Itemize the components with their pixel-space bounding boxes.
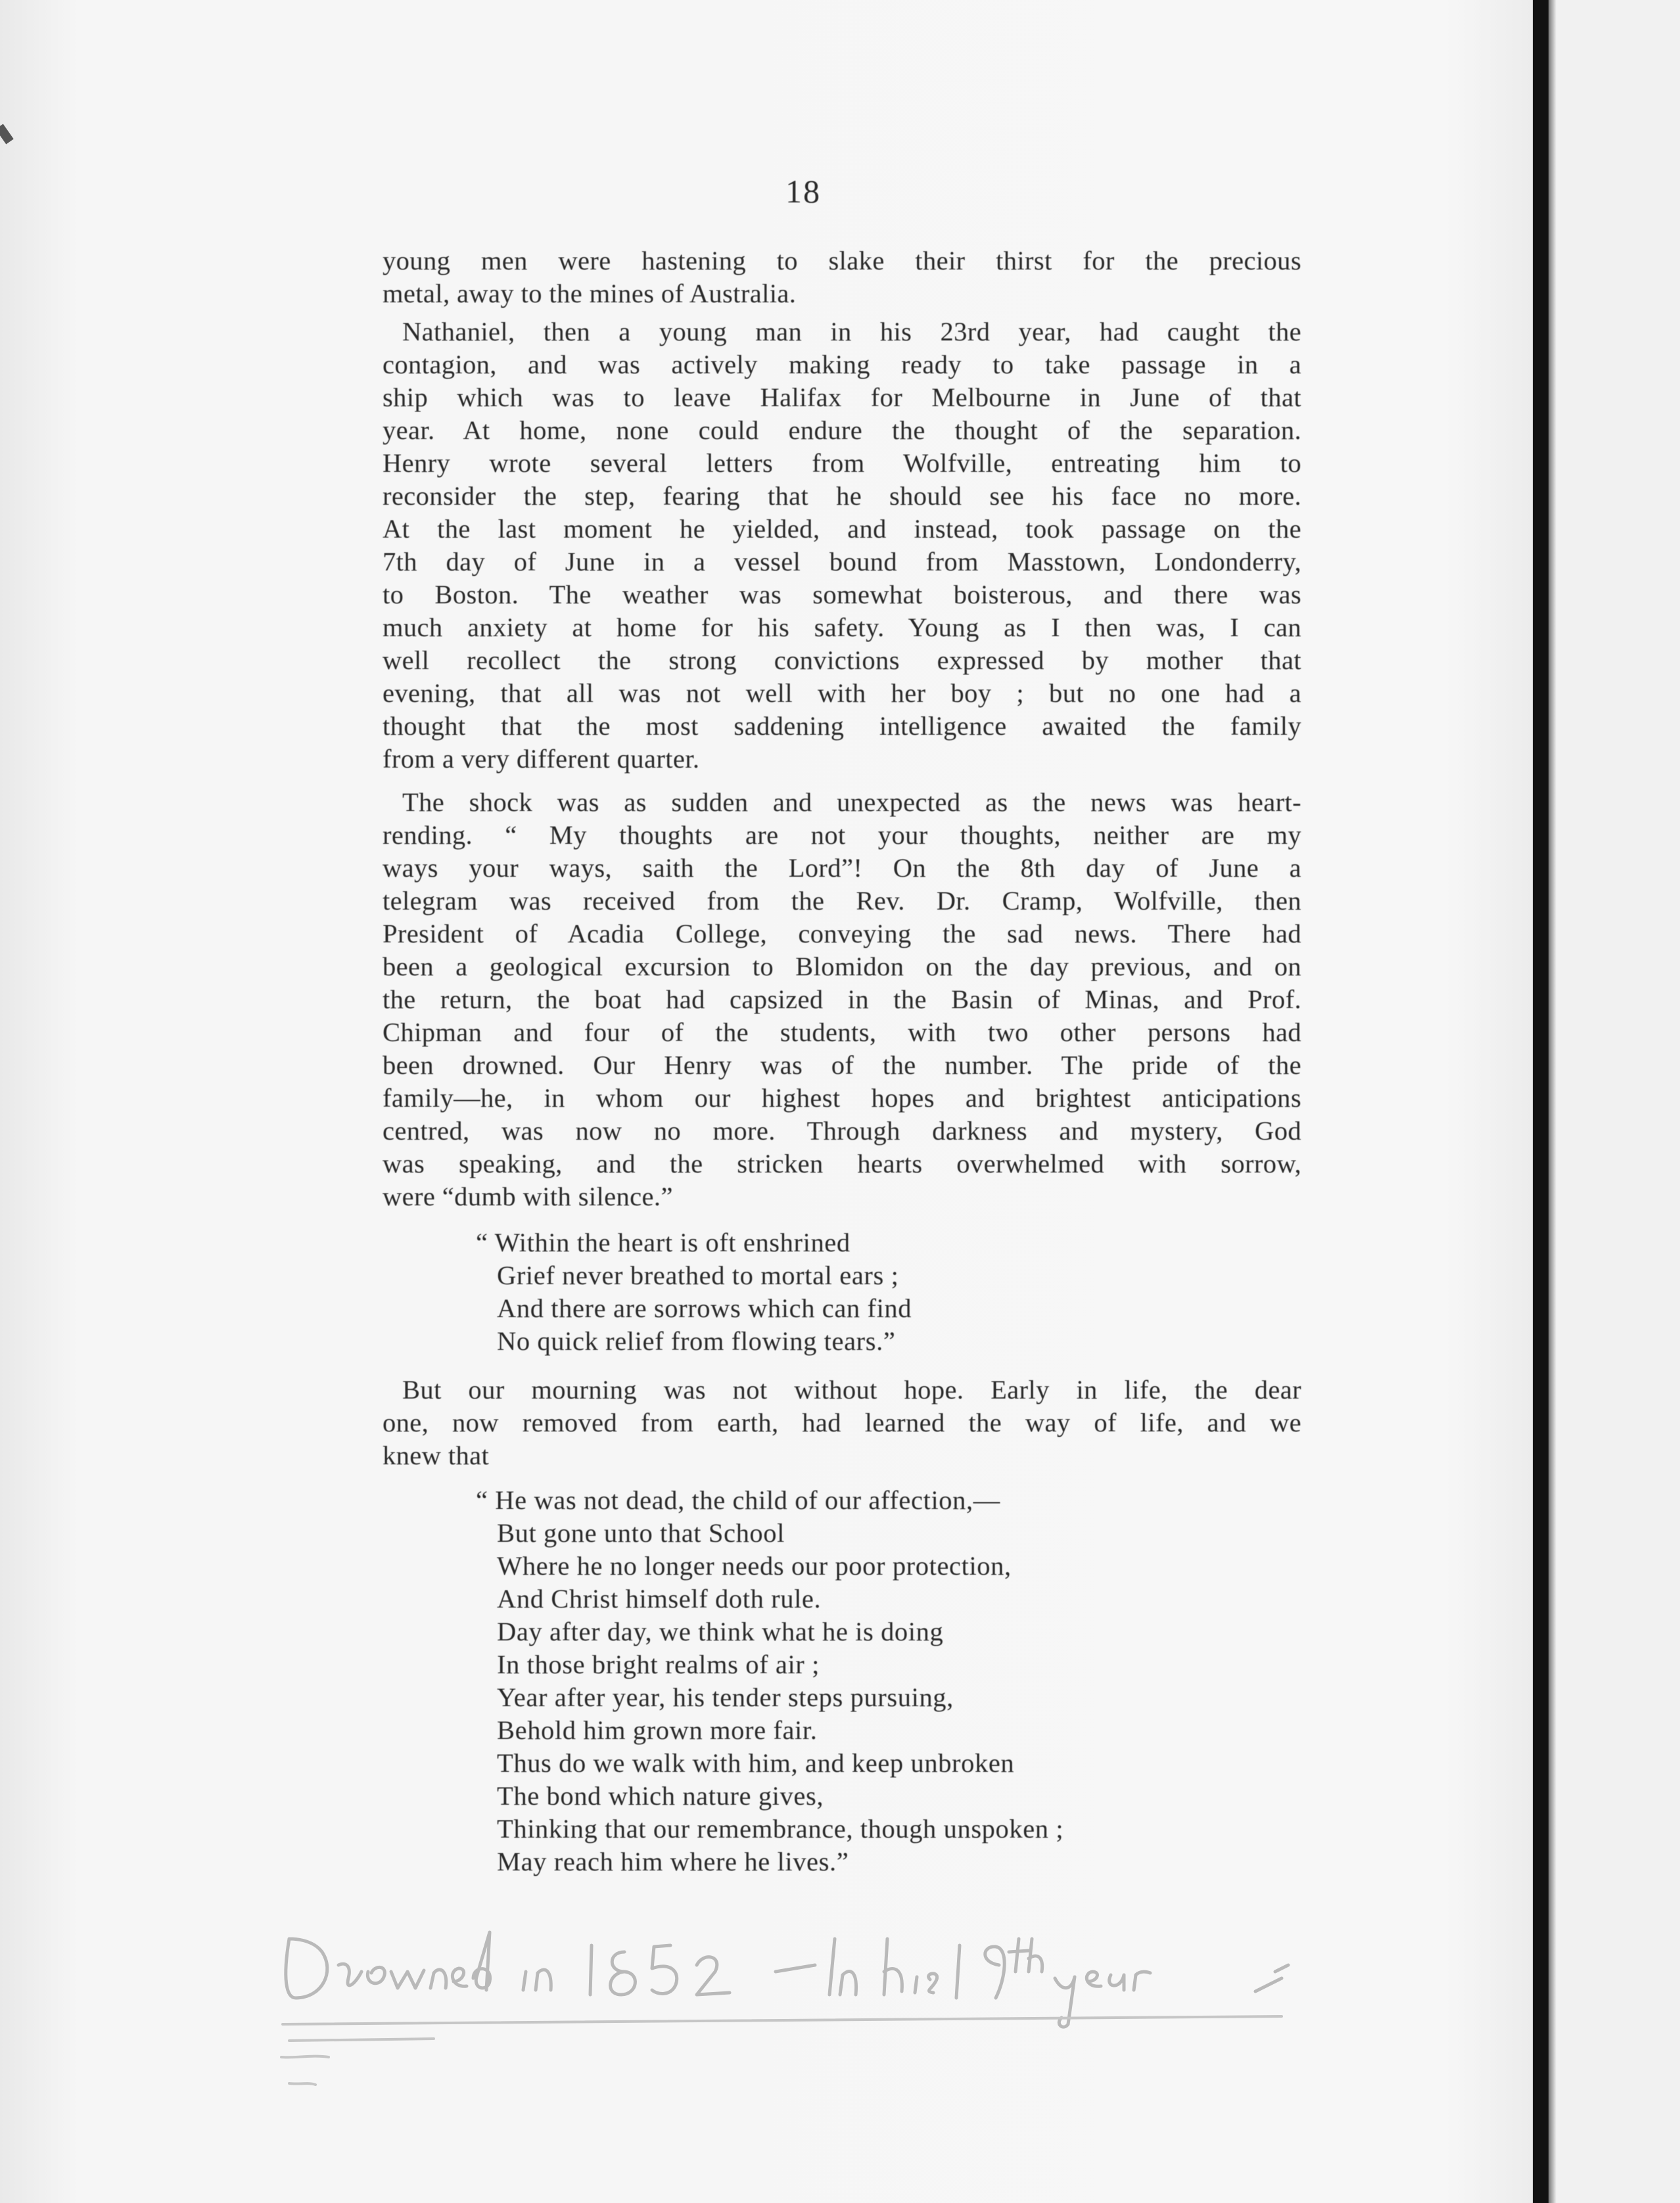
paragraph-line: contagion, and was actively making ready to take passage in a xyxy=(383,350,1301,379)
paragraph-line: President of Acadia College, conveying the sad news. There had xyxy=(383,919,1301,948)
poem-line: “ Within the heart is oft enshrined xyxy=(476,1228,851,1257)
paragraph-line: year. At home, none could endure the thought of the separation. xyxy=(383,415,1301,445)
paragraph-line: been a geological excursion to Blomidon on the day previous, and on xyxy=(383,952,1301,981)
paragraph-line: Henry wrote several letters from Wolfville, entreating him to xyxy=(383,448,1301,478)
handwritten-note xyxy=(276,1899,1328,2110)
paragraph-line: knew that xyxy=(383,1441,490,1470)
paragraph-line: one, now removed from earth, had learned the way of life, and we xyxy=(383,1408,1301,1437)
page-number: 18 xyxy=(785,173,821,210)
paragraph-line: was speaking, and the stricken hearts overwhelmed with sorrow, xyxy=(383,1149,1301,1178)
paragraph-line: At the last moment he yielded, and instead, took passage on the xyxy=(383,514,1301,544)
poem-line: Behold him grown more fair. xyxy=(497,1715,818,1745)
paragraph-line: ship which was to leave Halifax for Melbourne in June of that xyxy=(383,383,1301,412)
paragraph-line: ways your ways, saith the Lord”! On the 8th day of June a xyxy=(383,853,1301,883)
paragraph-line: were “dumb with silence.” xyxy=(383,1182,673,1211)
paragraph-line: Chipman and four of the students, with two other persons had xyxy=(383,1017,1301,1047)
paragraph-line: rending. “ My thoughts are not your thoughts, neither are my xyxy=(383,820,1301,850)
poem-line: No quick relief from flowing tears.” xyxy=(497,1326,896,1356)
poem-line: Day after day, we think what he is doing xyxy=(497,1617,944,1646)
paragraph-line: The shock was as sudden and unexpected as the news was heart- xyxy=(402,787,1301,817)
paragraph-line: centred, was now no more. Through darkness and mystery, God xyxy=(383,1116,1301,1146)
paragraph-line: thought that the most saddening intelligence awaited the family xyxy=(383,711,1301,741)
paragraph-line: Nathaniel, then a young man in his 23rd year, had caught the xyxy=(402,317,1301,346)
paragraph-line: been drowned. Our Henry was of the number. The pride of the xyxy=(383,1050,1301,1080)
paragraph-line: But our mourning was not without hope. Early in life, the dear xyxy=(402,1375,1301,1404)
poem-line: In those bright realms of air ; xyxy=(497,1650,820,1679)
paragraph-line: the return, the boat had capsized in the Basin of Minas, and Prof. xyxy=(383,985,1301,1014)
scanner-frame xyxy=(1533,0,1549,2203)
paragraph-line: from a very different quarter. xyxy=(383,744,700,774)
poem-line: Year after year, his tender steps pursuing, xyxy=(497,1682,954,1712)
poem-line: Where he no longer needs our poor protection, xyxy=(497,1551,1012,1581)
paragraph-line: metal, away to the mines of Australia. xyxy=(383,279,797,308)
paragraph-line: reconsider the step, fearing that he should see his face no more. xyxy=(383,481,1301,511)
poem-line: May reach him where he lives.” xyxy=(497,1847,849,1876)
poem-line: But gone unto that School xyxy=(497,1518,785,1548)
poem-line: Thinking that our remembrance, though unspoken ; xyxy=(497,1814,1064,1844)
paragraph-line: family—he, in whom our highest hopes and brightest anticipations xyxy=(383,1083,1301,1113)
paragraph-line: well recollect the strong convictions expressed by mother that xyxy=(383,645,1301,675)
poem-line: The bond which nature gives, xyxy=(497,1781,824,1811)
poem-line: Grief never breathed to mortal ears ; xyxy=(497,1261,899,1290)
paragraph-line: 7th day of June in a vessel bound from Masstown, Londonderry, xyxy=(383,547,1301,576)
paragraph-line: telegram was received from the Rev. Dr. Cramp, Wolfville, then xyxy=(383,886,1301,916)
poem-line: And there are sorrows which can find xyxy=(497,1293,912,1323)
paragraph-line: evening, that all was not well with her boy ; but no one had a xyxy=(383,678,1301,708)
adjacent-page-edge xyxy=(1549,0,1680,2203)
paragraph-line: young men were hastening to slake their thirst for the precious xyxy=(383,246,1301,275)
paragraph-line: to Boston. The weather was somewhat boisterous, and there was xyxy=(383,580,1301,609)
poem-line: “ He was not dead, the child of our affection,— xyxy=(476,1485,1000,1515)
scan-edge-mark xyxy=(0,124,14,145)
poem-line: Thus do we walk with him, and keep unbroken xyxy=(497,1748,1015,1778)
paragraph-line: much anxiety at home for his safety. Young as I then was, I can xyxy=(383,613,1301,642)
poem-line: And Christ himself doth rule. xyxy=(497,1584,822,1613)
